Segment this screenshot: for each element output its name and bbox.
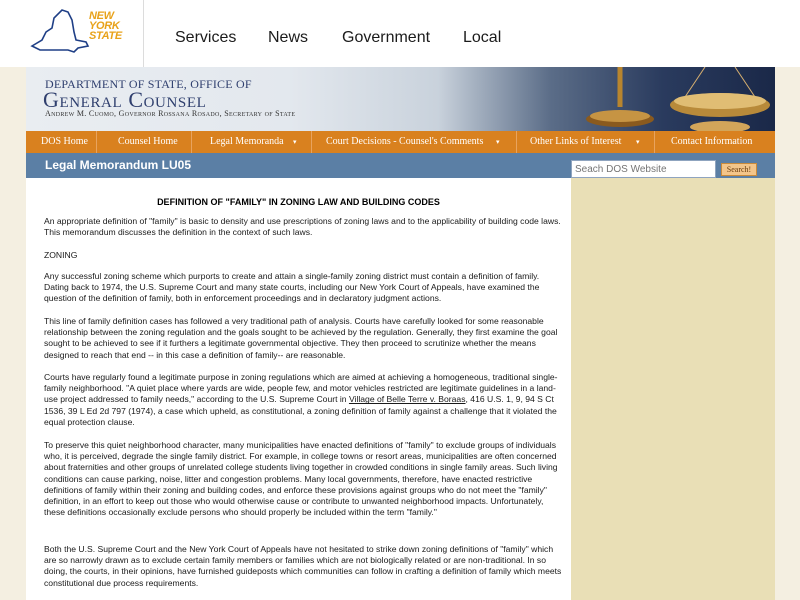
main-navigation — [26, 131, 775, 153]
banner-officials: Andrew M. Cuomo, Governor Rossana Rosado, Secretary of State — [45, 109, 296, 118]
chevron-down-icon: ▾ — [496, 139, 500, 146]
topnav-news[interactable]: News — [268, 29, 309, 46]
chevron-down-icon: ▾ — [293, 139, 297, 146]
banner-office: General Counsel — [43, 87, 207, 112]
right-sidebar — [571, 178, 775, 600]
topnav-local[interactable]: Local — [463, 29, 502, 46]
nav-divider — [654, 131, 655, 153]
search-input[interactable] — [571, 160, 716, 178]
department-banner — [26, 67, 775, 131]
logo-text: NEW YORK STATE — [89, 10, 122, 42]
document-heading: DEFINITION OF "FAMILY" IN ZONING LAW AND BUILDING CODES — [157, 197, 440, 207]
paragraph-zoning-scheme: Any successful zoning scheme which purports to create and attain a single-family zoning district must contain a definition of family. Dating back to 1974, the U.S. Supreme Court and many state courts, including our New York Court of Appeals, have examined the question of the definition of family, both in enforcement proceedings and in declaratory judgment actions. — [44, 271, 540, 304]
village-of-belle-terre-link[interactable]: Village of Belle Terre v. Boraas — [348, 394, 466, 405]
main-content — [26, 178, 571, 600]
nav-contact-information[interactable]: Contact Information — [671, 136, 753, 147]
nav-court-decisions[interactable]: Court Decisions - Counsel's Comments — [326, 136, 484, 147]
nav-other-links[interactable]: Other Links of Interest — [530, 136, 622, 147]
nav-divider — [96, 131, 97, 153]
nav-dos-home[interactable]: DOS Home — [41, 136, 88, 147]
topnav-government[interactable]: Government — [342, 29, 431, 46]
nav-divider — [516, 131, 517, 153]
scales-of-justice-image — [445, 67, 775, 131]
paragraph-supreme-court: Both the U.S. Supreme Court and the New York Court of Appeals have not hesitated to strike down zoning definitions of "family" which are so narrowly drawn as to exclude certain family members or families which are not biologically related or are non-traditional. In so doing, the courts, in their opinions, have furnished guideposts which communities can follow in crafting a definition of family which meets constitutional due process requirements. — [44, 544, 562, 588]
chevron-down-icon: ▾ — [636, 139, 640, 146]
nav-divider — [191, 131, 192, 153]
ny-state-map-icon — [28, 6, 90, 60]
nav-legal-memoranda[interactable]: Legal Memoranda — [210, 136, 284, 147]
paragraph-family-definition: This line of family definition cases has followed a very traditional path of analysis. Courts have carefully looked for some reasonable relationship between the zoning regulation and the goals sought to be achieved by the regulation. Generally, they first examine the goal sought to be achieved to see if it furthers a legitimate governmental objective. They then proceed to scrutinize whether the means designed to reach that end -- in this case a definition of family-- are reasonable. — [44, 316, 558, 360]
page-title-bar — [26, 153, 775, 178]
ny-state-logo[interactable] — [26, 0, 144, 67]
paragraph-neighborhood-character: To preserve this quiet neighborhood character, many municipalities have enacted definitions of "family" to exclude groups of individuals who, it is perceived, degrade the single family district. For example, in college towns or resort areas, municipalities are often concerned about fraternities and other groups of unrelated college students living together in crowded conditions in single family areas. Such living conditions can cause parking, noise, litter and congestion problems. Many local governments, therefore, have enacted restrictive definitions of family within their zoning and building codes, and enforce these provisions against groups who do not meet the "family" definition, in an effort to keep out those who would otherwise cause or contribute to unwanted neighborhood impacts. Unfortunately, these definitions occasionally exclude persons who should properly be included within the term "family." — [44, 440, 558, 518]
topnav-services[interactable]: Services — [175, 29, 237, 46]
search-button[interactable]: Search! — [721, 163, 757, 176]
nav-counsel-home[interactable]: Counsel Home — [118, 136, 178, 147]
page-title: Legal Memorandum LU05 — [45, 158, 192, 172]
paragraph-intro: An appropriate definition of "family" is basic to density and use prescriptions of zoning laws and to the applicability of building code laws. This memorandum discusses the definition in the context of such laws. — [44, 216, 561, 238]
paragraph-legitimate-purpose: Courts have regularly found a legitimate purpose in zoning regulations which are aimed at achieving a homogeneous, traditional single-family neighborhood. "A quiet place where yards are wide, people few, and motor vehicles restricted are legitimate guidelines in a land-use project addressed to family needs," according to the U.S. Supreme Court in Village of Belle Terre v. Boraas, 416 U.S. 1, 9, 94 S Ct 1536, 39 L Ed 2d 797 (1974), a case which upheld, as constitutional, a zoning definition of family against a challenge that it violated the equal protection clause. — [44, 372, 558, 427]
nav-divider — [311, 131, 312, 153]
top-header — [0, 0, 800, 67]
section-heading-zoning: ZONING — [44, 250, 78, 260]
banner-department: DEPARTMENT OF STATE, OFFICE OF — [45, 77, 252, 91]
